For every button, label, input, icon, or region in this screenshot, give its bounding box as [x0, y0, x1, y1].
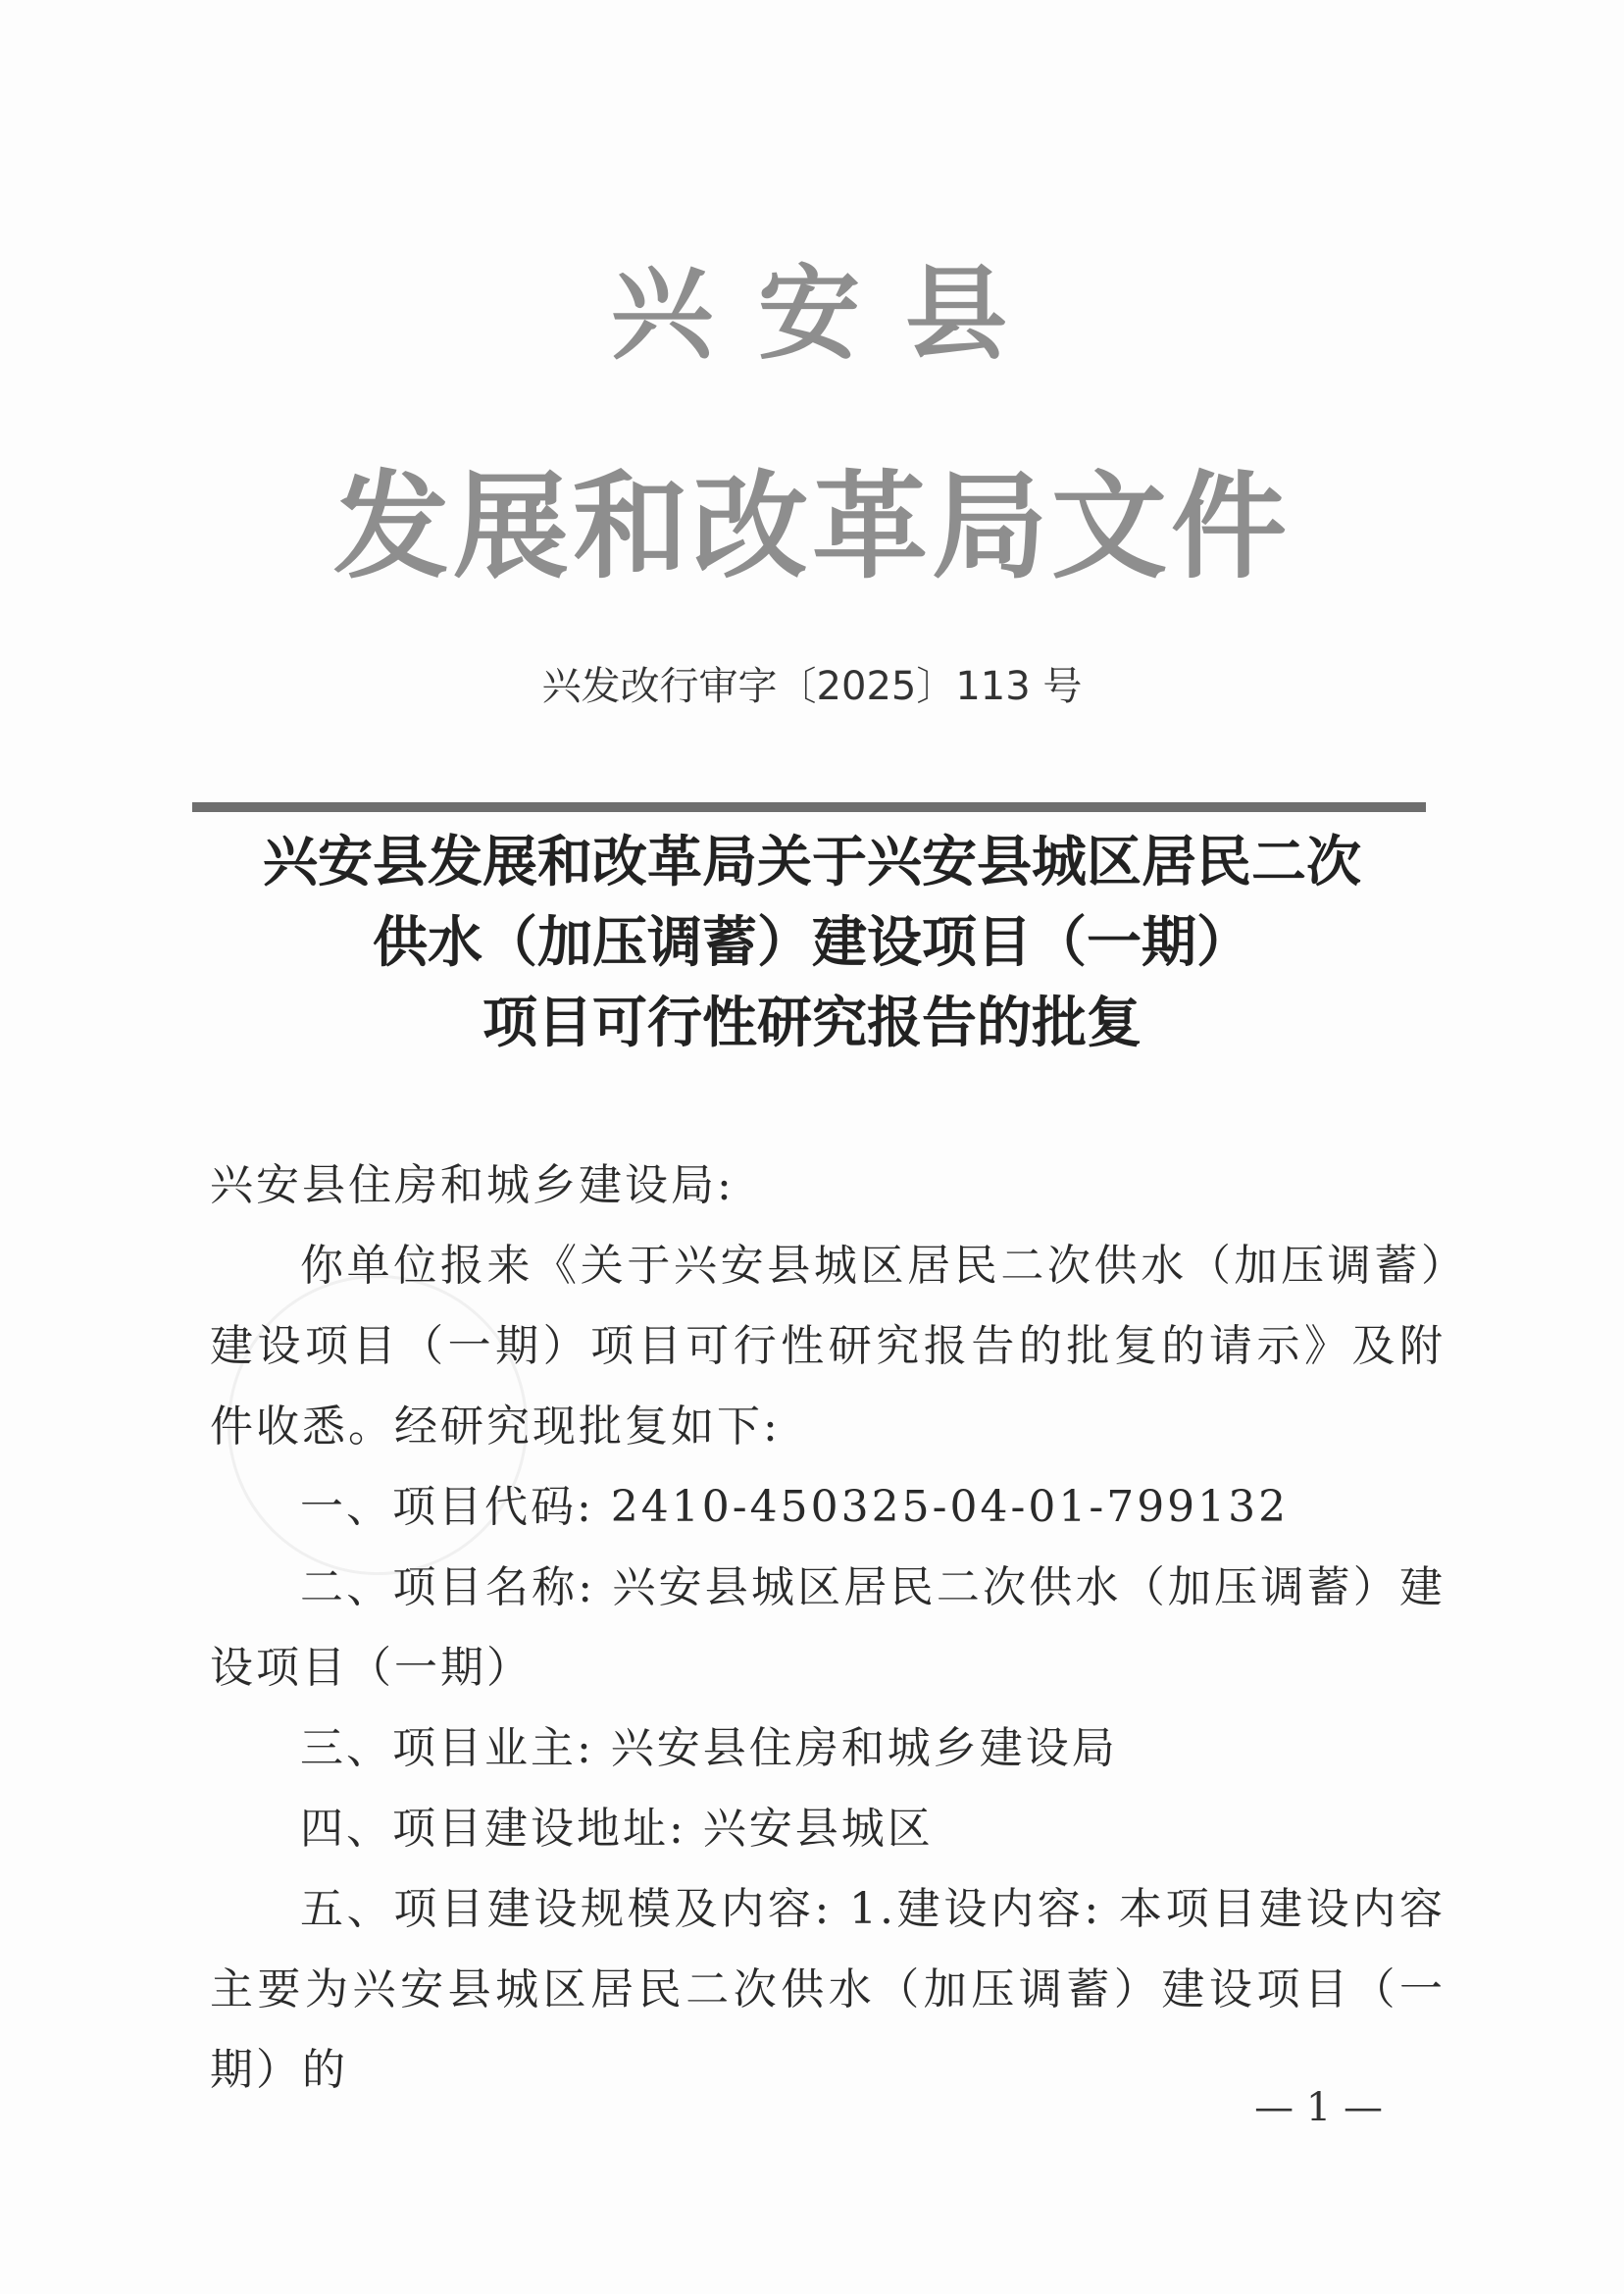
- title-line-2: 供水（加压调蓄）建设项目（一期）: [373, 910, 1251, 975]
- salutation: 兴安县住房和城乡建设局:: [210, 1160, 735, 1210]
- document-body: [210, 1146, 1446, 2111]
- item-project-address: 四、项目建设地址: 兴安县城区: [300, 1804, 934, 1854]
- title-line-3: 项目可行性研究报告的批复: [482, 991, 1142, 1055]
- issuing-organization-line2: 发展和改革局文件: [332, 459, 1291, 594]
- title-line-1: 兴安县发展和改革局关于兴安县城区居民二次: [263, 830, 1361, 894]
- item-project-owner: 三、项目业主: 兴安县住房和城乡建设局: [300, 1723, 1118, 1773]
- document-number: 兴发改行审字〔2025〕113 号: [541, 664, 1083, 709]
- document-title: [196, 822, 1428, 1063]
- page-number: — 1 —: [1254, 2085, 1383, 2130]
- header-divider: [192, 802, 1426, 812]
- intro-paragraph: 你单位报来《关于兴安县城区居民二次供水（加压调蓄）建设项目（一期）项目可行性研究报告的批复的请示》及附件收悉。经研究现批复如下:: [210, 1241, 1446, 1452]
- issuing-organization-line1: 兴安县: [610, 254, 1052, 374]
- item-project-name: 二、项目名称: 兴安县城区居民二次供水（加压调蓄）建设项目（一期）: [210, 1562, 1446, 1693]
- item-project-scope: 五、项目建设规模及内容: 1.建设内容: 本项目建设内容主要为兴安县城区居民二次供水（加压调蓄）建设项目（一期）的: [210, 1884, 1446, 2095]
- item-project-code: 一、项目代码: 2410-450325-04-01-799132: [300, 1482, 1290, 1532]
